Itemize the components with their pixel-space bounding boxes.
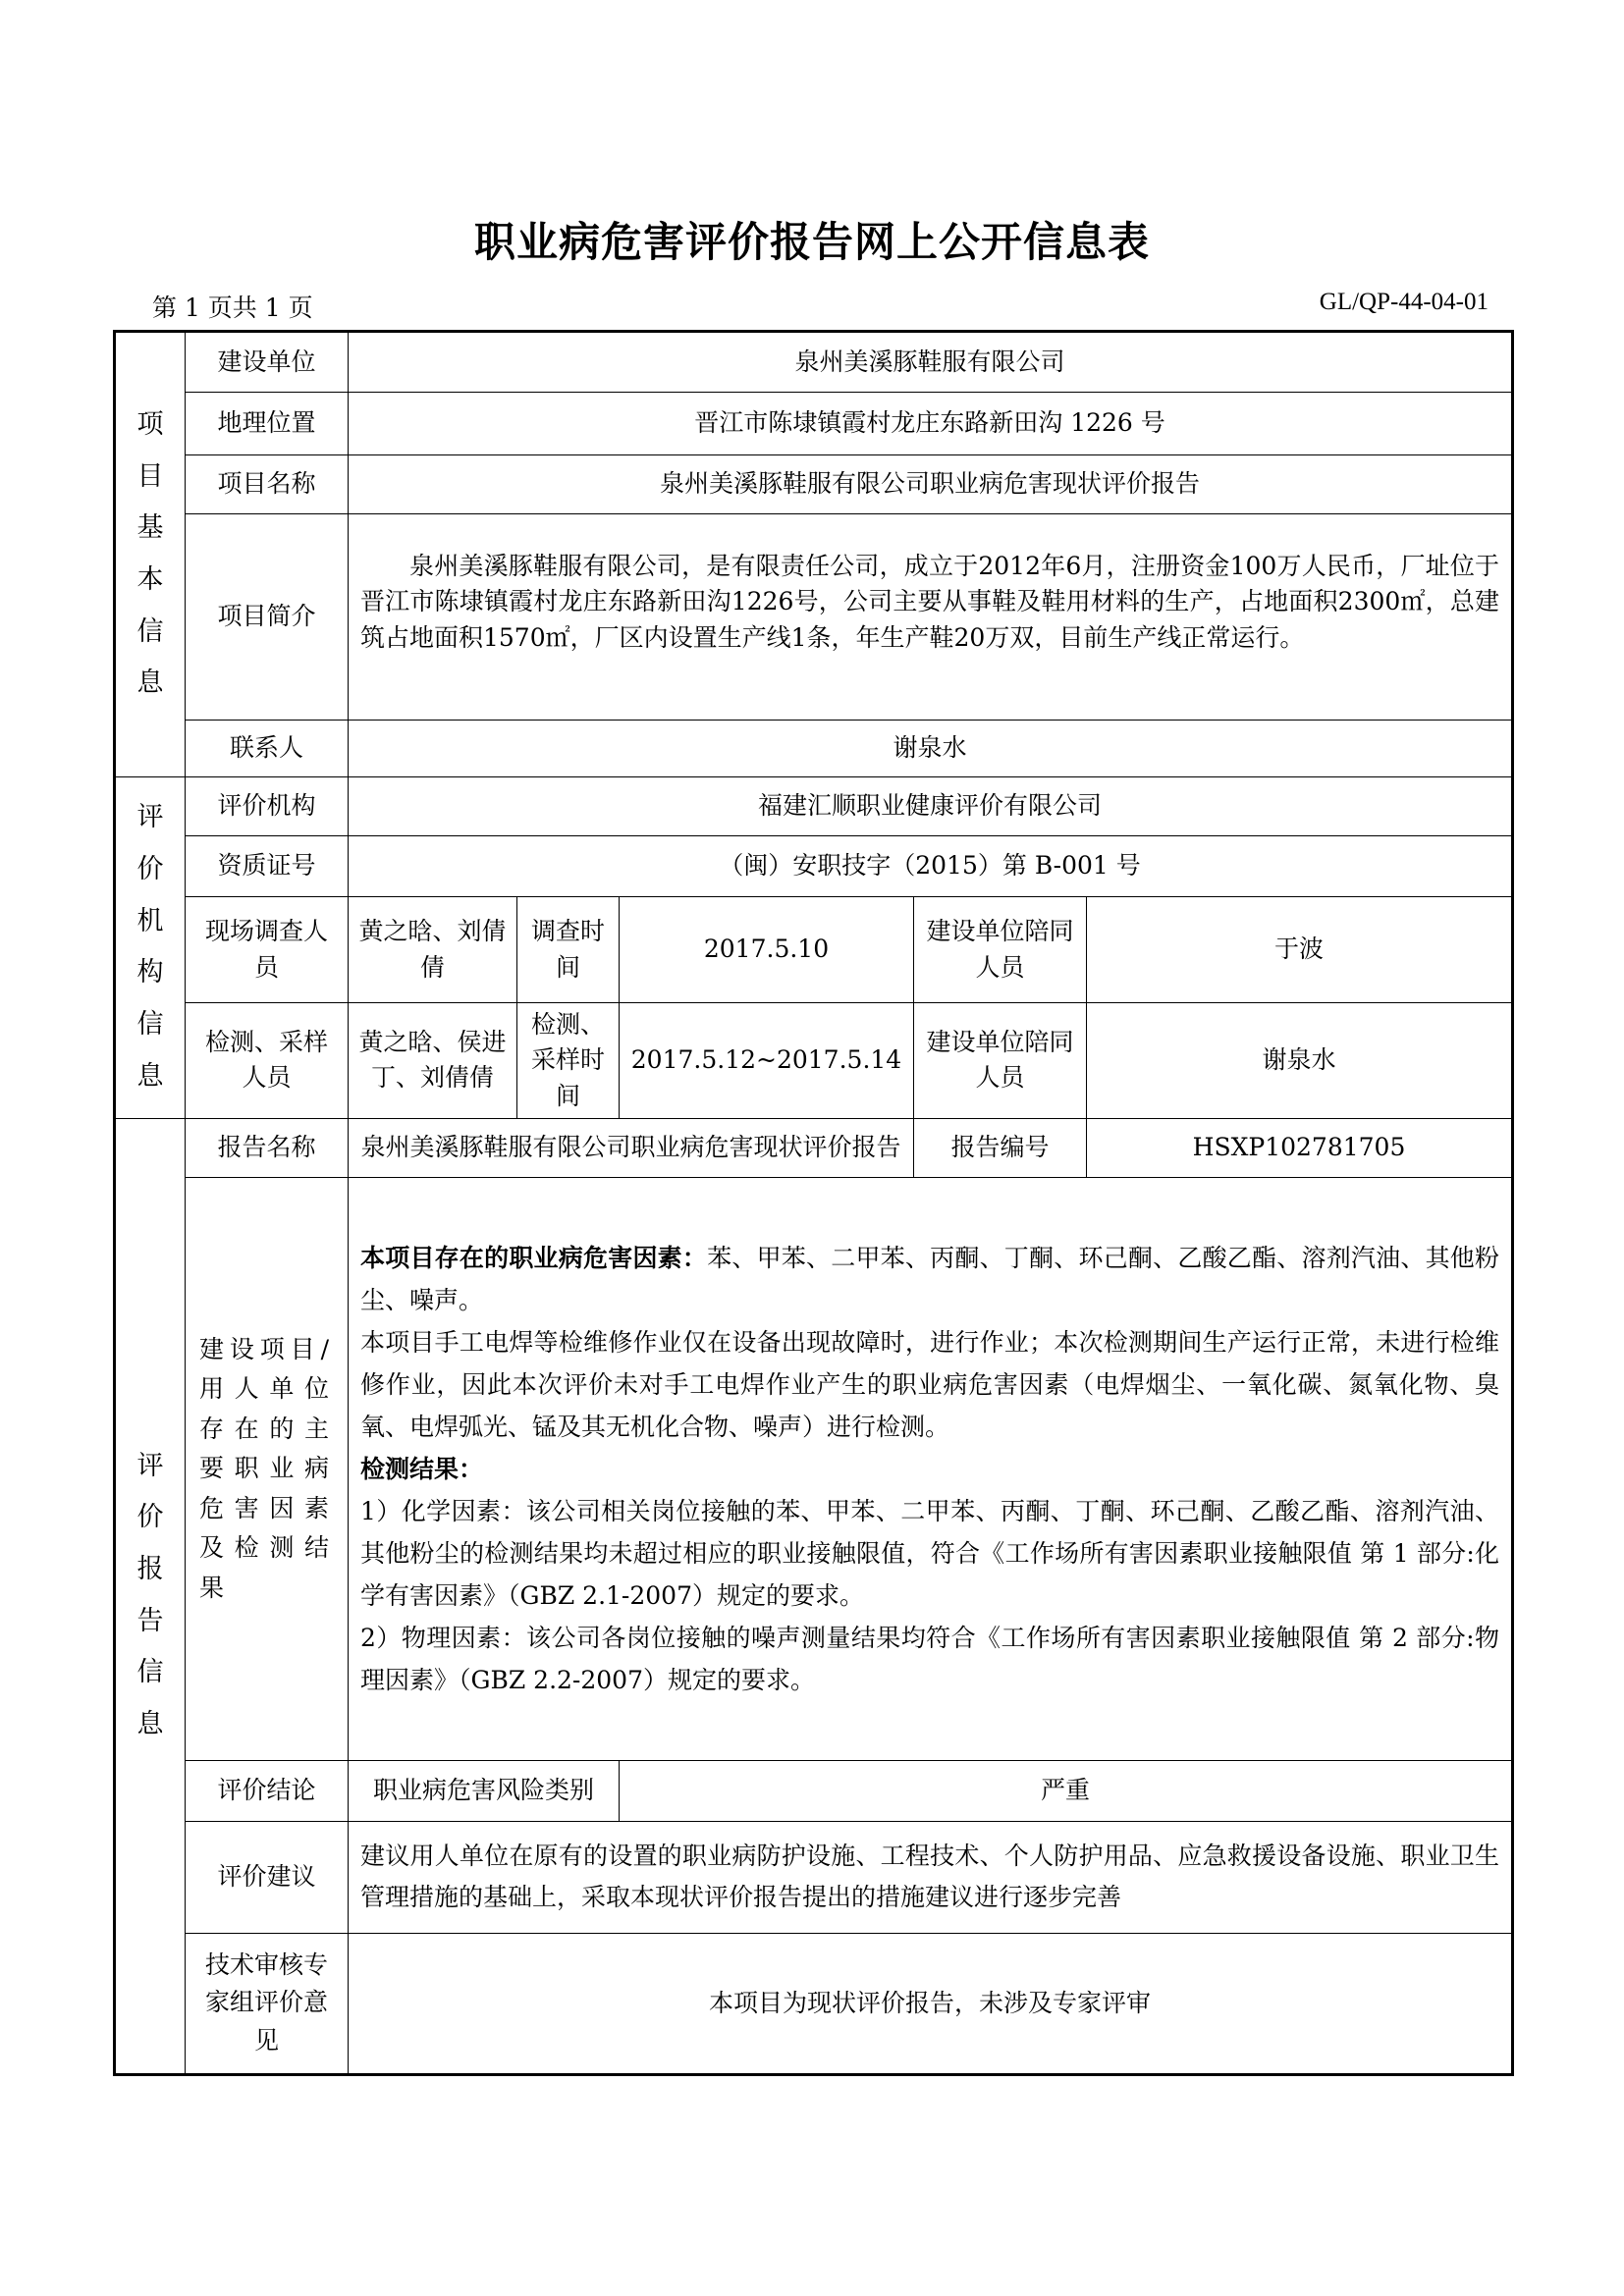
row-conclusion (115, 1760, 1513, 1821)
result-chemical: 1）化学因素：该公司相关岗位接触的苯、甲苯、二甲苯、丙酮、丁酮、环己酮、乙酸乙酯、溶剂汽油、其他粉尘的检测结果均未超过相应的职业接触限值，符合《工作场所有害因素职业接触限值 第 1 部分:化学有害因素》（GBZ 2.1-2007）规定的要求。 (360, 1496, 1500, 1610)
row-contact (115, 721, 1513, 777)
value-sampling-accompany: 谢泉水 (1087, 1003, 1513, 1119)
value-risk-category: 严重 (620, 1760, 1513, 1821)
row-construction-unit (115, 332, 1513, 393)
row-expert-opinion (115, 1933, 1513, 2074)
value-hazards (349, 1177, 1513, 1760)
value-construction-unit: 泉州美溪豚鞋服有限公司 (349, 332, 1513, 393)
label-agency: 评价机构 (186, 777, 349, 836)
value-survey-people: 黄之晗、刘倩倩 (349, 897, 517, 1003)
label-advice: 评价建议 (186, 1821, 349, 1933)
document-code: GL/QP-44-04-01 (1319, 289, 1489, 315)
value-sampling-people: 黄之晗、侯进丁、刘倩倩 (349, 1003, 517, 1119)
label-report-name: 报告名称 (186, 1118, 349, 1177)
value-expert-opinion: 本项目为现状评价报告，未涉及专家评审 (349, 1933, 1513, 2074)
label-risk-category: 职业病危害风险类别 (349, 1760, 620, 1821)
hazards-note: 本项目手工电焊等检维修作业仅在设备出现故障时，进行作业；本次检测期间生产运行正常，未进行检维修作业，因此本次评价未对手工电焊作业产生的职业病危害因素（电焊烟尘、一氧化碳、氮氧化物、臭氧、电焊弧光、锰及其无机化合物、噪声）进行检测。 (360, 1327, 1500, 1441)
section-label: 项目基本信息 (136, 409, 164, 699)
row-project-intro (115, 514, 1513, 721)
value-survey-time: 2017.5.10 (620, 897, 914, 1003)
row-location (115, 393, 1513, 455)
value-report-name: 泉州美溪豚鞋服有限公司职业病危害现状评价报告 (349, 1118, 914, 1177)
page-info: 第 1 页共 1 页 (152, 294, 313, 322)
row-advice (115, 1821, 1513, 1933)
label-project-name: 项目名称 (186, 455, 349, 514)
row-report-name (115, 1118, 1513, 1177)
label-conclusion: 评价结论 (186, 1760, 349, 1821)
label-survey-time-text: 调查时间 (530, 917, 605, 982)
value-advice: 建议用人单位在原有的设置的职业病防护设施、工程技术、个人防护用品、应急救援设备设施、职业卫生管理措施的基础上，采取本现状评价报告提出的措施建议进行逐步完善 (349, 1821, 1513, 1933)
label-contact: 联系人 (186, 721, 349, 777)
label-expert-opinion: 技术审核专家组评价意见 (186, 1933, 349, 2074)
result-physical: 2）物理因素：该公司各岗位接触的噪声测量结果均符合《工作场所有害因素职业接触限值 第 2 部分:物理因素》（GBZ 2.2-2007）规定的要求。 (360, 1623, 1500, 1694)
label-survey-people: 现场调查人员 (186, 897, 349, 1003)
label-sampling-accompany: 建设单位陪同人员 (914, 1003, 1087, 1119)
row-agency (115, 777, 1513, 836)
label-hazards: 建设项目/用人单位存在的主要职业病危害因素及检测结果 (186, 1177, 349, 1760)
row-hazards (115, 1177, 1513, 1760)
section-report-info (115, 1118, 186, 2074)
value-agency: 福建汇顺职业健康评价有限公司 (349, 777, 1513, 836)
label-location: 地理位置 (186, 393, 349, 455)
value-location: 晋江市陈埭镇霞村龙庄东路新田沟 1226 号 (349, 393, 1513, 455)
label-sampling-people: 检测、采样人员 (186, 1003, 349, 1119)
row-sampling (115, 1003, 1513, 1119)
label-sampling-time: 检测、采样时间 (517, 1003, 620, 1119)
value-certificate: （闽）安职技字（2015）第 B-001 号 (349, 836, 1513, 897)
section-agency-info (115, 777, 186, 1119)
value-survey-accompany: 于波 (1087, 897, 1513, 1003)
row-certificate (115, 836, 1513, 897)
document-title: 职业病危害评价报告网上公开信息表 (473, 218, 1150, 266)
label-survey-time (517, 897, 620, 1003)
label-project-intro: 项目简介 (186, 514, 349, 721)
label-construction-unit: 建设单位 (186, 332, 349, 393)
row-project-name (115, 455, 1513, 514)
section-project-basic-info (115, 332, 186, 777)
label-survey-accompany: 建设单位陪同人员 (914, 897, 1087, 1003)
hazards-paragraph (360, 1237, 1499, 1321)
section-label: 评价报告信息 (136, 1450, 164, 1740)
value-report-number: HSXP102781705 (1087, 1118, 1513, 1177)
label-certificate: 资质证号 (186, 836, 349, 897)
section-label: 评价机构信息 (136, 802, 164, 1092)
results-lead: 检测结果： (360, 1454, 484, 1483)
row-survey (115, 897, 1513, 1003)
disclosure-form-table (113, 330, 1514, 2076)
hazards-lead: 本项目存在的职业病危害因素： (360, 1243, 708, 1272)
label-report-number: 报告编号 (914, 1118, 1087, 1177)
value-contact: 谢泉水 (349, 721, 1513, 777)
value-project-name: 泉州美溪豚鞋服有限公司职业病危害现状评价报告 (349, 455, 1513, 514)
value-sampling-time: 2017.5.12~2017.5.14 (620, 1003, 914, 1119)
value-project-intro: 泉州美溪豚鞋服有限公司，是有限责任公司，成立于2012年6月，注册资金100万人民币，厂址位于晋江市陈埭镇霞村龙庄东路新田沟1226号，公司主要从事鞋及鞋用材料的生产，占地面积2300㎡，总建筑占地面积1570㎡，厂区内设置生产线1条，年生产鞋20万双，目前生产线正常运行。 (349, 514, 1513, 721)
hazards-list: 苯、甲苯、二甲苯、丙酮、丁酮、环己酮、乙酸乙酯、溶剂汽油、其他粉尘、噪声。 (360, 1243, 1500, 1314)
